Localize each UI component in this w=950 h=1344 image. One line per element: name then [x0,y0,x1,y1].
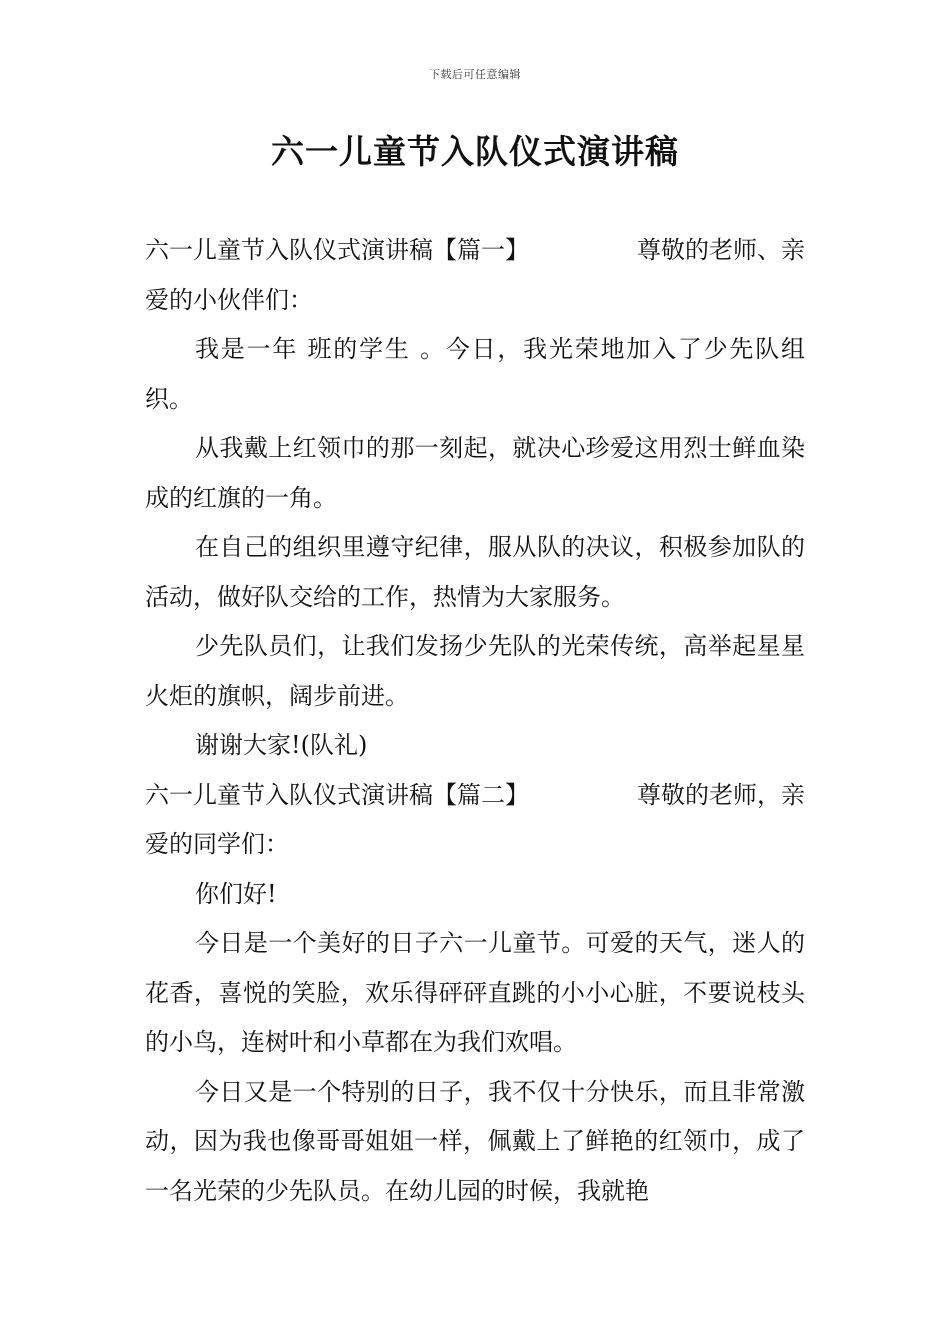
paragraph: 谢谢大家!(队礼) [195,731,368,759]
section-greeting-end: 爱的小伙伴们： [145,285,313,314]
section-heading [145,226,805,276]
paragraph: 在自己的组织里遵守纪律，服从队的决议，积极参加队的活动，做好队交给的工作，热情为大家服务。 [145,533,805,611]
header-note: 下载后可任意编辑 [429,68,521,81]
section-greeting-start: 尊敬的老师、亲 [637,236,805,264]
paragraph: 从我戴上红领巾的那一刻起，就决心珍爱这用烈士鲜血染成的红旗的一角。 [145,434,805,512]
section-heading [145,771,805,821]
paragraph: 今日是一个美好的日子六一儿童节。可爱的天气，迷人的花香，喜悦的笑脸，欢乐得砰砰直跳的小小心脏，不要说枝头的小鸟，连树叶和小草都在为我们欢唱。 [145,929,805,1056]
section-greeting-end: 爱的同学们： [145,830,289,858]
paragraph: 你们好! [195,879,277,908]
section-greeting-start: 尊敬的老师，亲 [637,780,805,809]
paragraph: 我是一年 班的学生 。今日，我光荣地加入了少先队组织。 [145,335,805,413]
section-title: 六一儿童节入队仪式演讲稿【篇一】 [145,236,529,264]
document-title: 六一儿童节入队仪式演讲稿 [271,132,679,171]
document-body [145,226,805,1216]
section-title: 六一儿童节入队仪式演讲稿【篇二】 [145,780,529,809]
paragraph: 少先队员们，让我们发扬少先队的光荣传统，高举起星星火炬的旗帜，阔步前进。 [145,632,805,710]
paragraph: 今日又是一个特别的日子，我不仅十分快乐，而且非常激动，因为我也像哥哥姐姐一样，佩戴上了鲜艳的红领巾，成了一名光荣的少先队员。在幼儿园的时候，我就艳 [145,1077,805,1205]
